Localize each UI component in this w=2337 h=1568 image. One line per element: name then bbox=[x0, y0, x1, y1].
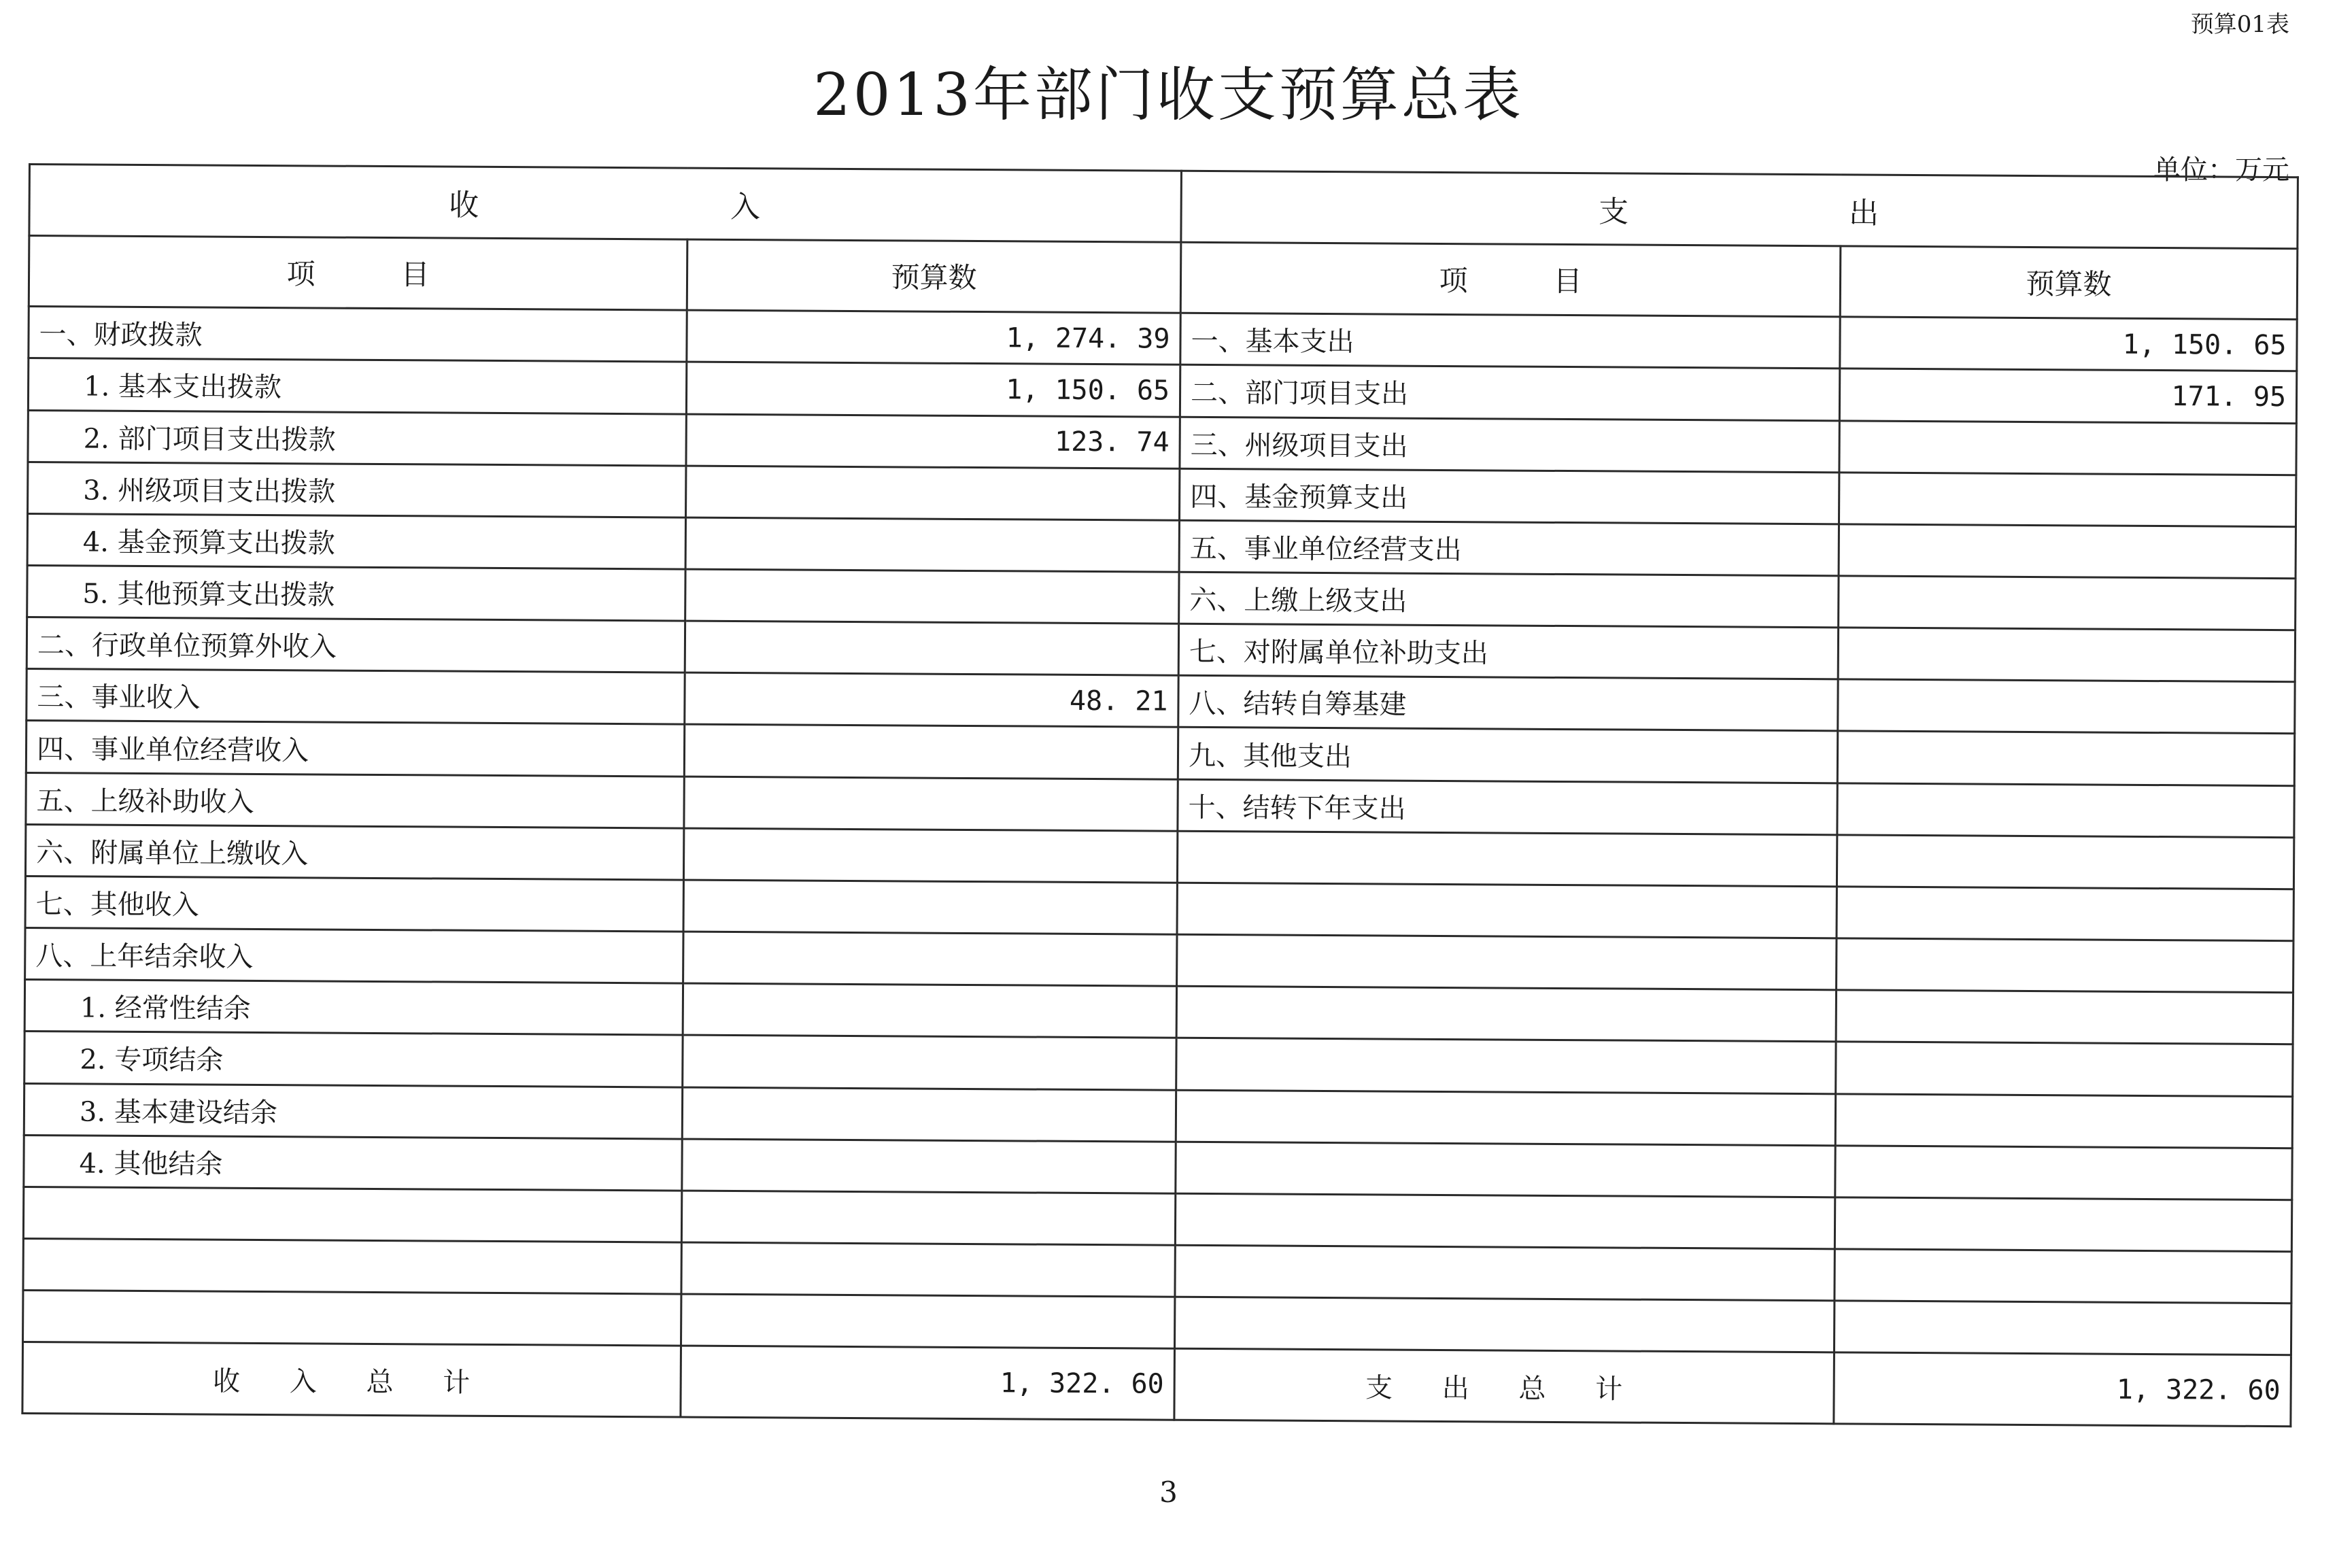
expense-item-cell: 七、对附属单位补助支出 bbox=[1178, 624, 1838, 679]
expense-amount-cell bbox=[1837, 835, 2293, 889]
column-header-row bbox=[29, 235, 2298, 320]
income-item-cell: 4. 其他结余 bbox=[24, 1135, 682, 1191]
expense-amount-cell bbox=[1837, 887, 2293, 941]
expense-amount-cell bbox=[1837, 731, 2294, 785]
income-item-header: 项 目 bbox=[29, 235, 687, 310]
income-item-cell: 5. 其他预算支出拨款 bbox=[27, 565, 685, 621]
unit-label: 单位：万元 bbox=[2153, 154, 2289, 186]
expense-total-amount: 1, 322. 60 bbox=[1834, 1352, 2291, 1427]
income-total-label: 收 入 总 计 bbox=[22, 1342, 681, 1417]
expense-amount-cell bbox=[1837, 938, 2293, 993]
income-amount-cell bbox=[681, 1242, 1175, 1297]
income-amount-cell bbox=[684, 725, 1178, 779]
income-amount-cell bbox=[682, 1139, 1176, 1193]
income-amount-cell bbox=[681, 1191, 1175, 1245]
income-item-cell: 八、上年结余收入 bbox=[25, 928, 683, 984]
income-item-cell: 五、上级补助收入 bbox=[26, 772, 684, 828]
expense-item-cell bbox=[1176, 1142, 1835, 1197]
income-amount-cell bbox=[683, 932, 1177, 986]
income-amount-cell bbox=[684, 777, 1178, 831]
expense-amount-cell bbox=[1836, 1042, 2293, 1096]
expense-item-cell: 十、结转下年支出 bbox=[1178, 779, 1837, 835]
income-total-amount: 1, 322. 60 bbox=[681, 1346, 1175, 1420]
section-header-row bbox=[29, 165, 2298, 249]
income-item-cell: 2. 部门项目支出拨款 bbox=[28, 410, 686, 466]
expense-amount-cell: 1, 150. 65 bbox=[1840, 317, 2297, 371]
income-amount-cell: 1, 274. 39 bbox=[687, 310, 1180, 364]
income-amount-cell bbox=[685, 517, 1179, 572]
expense-total-label: 支 出 总 计 bbox=[1174, 1349, 1835, 1424]
expense-item-cell: 六、上缴上级支出 bbox=[1179, 572, 1839, 628]
income-amount-header: 预算数 bbox=[687, 239, 1181, 313]
expense-item-cell bbox=[1175, 1193, 1835, 1249]
expense-amount-cell bbox=[1837, 783, 2294, 837]
expense-amount-cell bbox=[1835, 1093, 2292, 1148]
expense-amount-cell bbox=[1839, 473, 2296, 527]
expense-amount-cell bbox=[1839, 576, 2296, 630]
expense-item-cell: 三、州级项目支出 bbox=[1180, 417, 1839, 473]
income-amount-cell: 123. 74 bbox=[686, 414, 1180, 468]
income-section-header: 收 入 bbox=[29, 165, 1182, 242]
total-row bbox=[22, 1342, 2291, 1427]
expense-item-cell: 八、结转自筹基建 bbox=[1178, 676, 1838, 732]
income-item-cell: 3. 基本建设结余 bbox=[24, 1083, 682, 1139]
income-item-cell: 二、行政单位预算外收入 bbox=[27, 617, 685, 673]
expense-amount-cell bbox=[1838, 628, 2295, 682]
income-amount-cell bbox=[686, 466, 1180, 520]
budget-sheet bbox=[21, 163, 2297, 1434]
expense-amount-cell: 171. 95 bbox=[1839, 369, 2296, 423]
expense-amount-cell bbox=[1839, 420, 2296, 475]
income-item-cell: 3. 州级项目支出拨款 bbox=[28, 462, 686, 517]
expense-amount-cell bbox=[1839, 524, 2296, 579]
expense-amount-cell bbox=[1835, 1146, 2292, 1200]
expense-item-cell bbox=[1175, 1245, 1835, 1301]
income-item-cell: 1. 经常性结余 bbox=[24, 980, 683, 1036]
income-amount-cell bbox=[685, 621, 1178, 675]
income-amount-cell bbox=[683, 880, 1177, 934]
expense-item-cell: 一、基本支出 bbox=[1180, 313, 1840, 369]
income-item-cell bbox=[23, 1291, 681, 1346]
income-item-cell bbox=[23, 1238, 681, 1294]
expense-item-cell bbox=[1176, 986, 1836, 1042]
income-amount-cell bbox=[681, 1294, 1174, 1348]
expense-item-cell bbox=[1174, 1297, 1834, 1352]
income-item-cell: 2. 专项结余 bbox=[24, 1032, 683, 1087]
expense-amount-cell bbox=[1838, 679, 2295, 734]
income-amount-cell: 48. 21 bbox=[685, 672, 1178, 727]
income-amount-cell bbox=[682, 1087, 1176, 1142]
expense-amount-cell bbox=[1834, 1301, 2291, 1355]
expense-item-cell bbox=[1176, 1038, 1836, 1094]
income-amount-cell bbox=[683, 983, 1176, 1038]
income-item-cell: 三、事业收入 bbox=[27, 669, 685, 725]
expense-item-cell bbox=[1176, 1090, 1835, 1146]
expense-amount-cell bbox=[1836, 990, 2293, 1044]
expense-item-header: 项 目 bbox=[1180, 242, 1841, 317]
expense-amount-cell bbox=[1835, 1197, 2291, 1252]
budget-table bbox=[21, 163, 2299, 1427]
income-amount-cell bbox=[683, 1035, 1176, 1089]
income-amount-cell bbox=[683, 828, 1177, 883]
income-item-cell: 六、附属单位上缴收入 bbox=[25, 824, 683, 880]
expense-amount-cell bbox=[1835, 1249, 2291, 1303]
expense-item-cell bbox=[1177, 883, 1837, 938]
income-amount-cell bbox=[685, 569, 1179, 624]
income-item-cell bbox=[23, 1187, 681, 1242]
income-item-cell: 4. 基金预算支出拨款 bbox=[27, 513, 685, 569]
document-code: 预算01表 bbox=[2190, 11, 2289, 38]
income-item-cell: 四、事业单位经营收入 bbox=[26, 721, 684, 777]
income-amount-cell: 1, 150. 65 bbox=[686, 362, 1180, 416]
expense-item-cell: 二、部门项目支出 bbox=[1180, 365, 1839, 421]
expense-item-cell: 五、事业单位经营支出 bbox=[1179, 520, 1839, 576]
page-number: 3 bbox=[1159, 1476, 1178, 1509]
income-item-cell: 1. 基本支出拨款 bbox=[28, 358, 686, 414]
income-item-cell: 七、其他收入 bbox=[25, 876, 683, 932]
expense-item-cell bbox=[1177, 831, 1837, 887]
expense-section-header: 支 出 bbox=[1181, 171, 2298, 248]
expense-item-cell bbox=[1177, 934, 1837, 990]
expense-amount-header: 预算数 bbox=[1840, 245, 2298, 319]
income-item-cell: 一、财政拨款 bbox=[29, 307, 687, 362]
expense-item-cell: 四、基金预算支出 bbox=[1180, 468, 1839, 524]
expense-item-cell: 九、其他支出 bbox=[1178, 728, 1837, 783]
page-title: 2013年部门收支预算总表 bbox=[813, 61, 1524, 129]
